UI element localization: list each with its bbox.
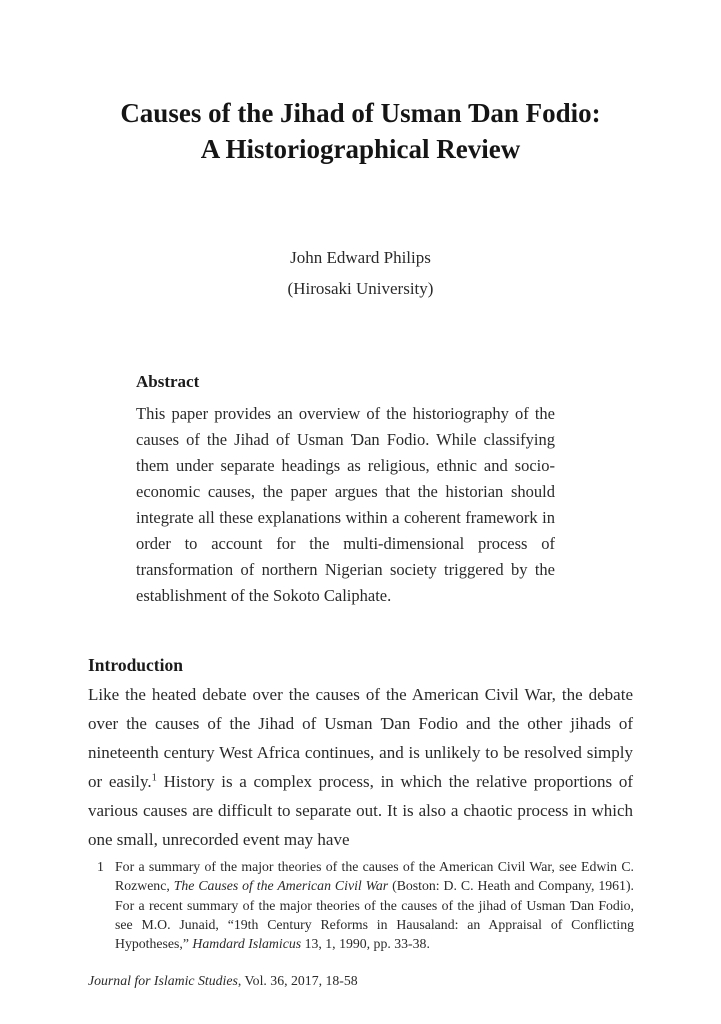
abstract-body: This paper provides an overview of the historiography of the causes of the Jihad of Usman Ɗan Fodio. While classifying them under separate headings as religious, ethnic and socio-economic causes, the paper argues that the historian should integrate all these explanations within a coherent framework in order to account for the multi-dimensional process of transformation of northern Nigerian society triggered by the establishment of the Sokoto Caliphate.	[136, 404, 555, 605]
author-affiliation: (Hirosaki University)	[287, 279, 434, 298]
byline	[0, 242, 721, 304]
title-line-1: Causes of the Jihad of Usman Ɗan Fodio:	[120, 98, 601, 128]
section-heading-introduction: Introduction	[88, 655, 183, 675]
abstract-heading: Abstract	[136, 372, 200, 391]
abstract-section	[136, 369, 555, 609]
footnote-number: 1	[97, 859, 104, 874]
page-title	[0, 95, 721, 167]
author-name: John Edward Philips	[290, 248, 431, 267]
footnote-text: For a summary of the major theories of the causes of the American Civil War, see Edwin C. Rozwenc, The Causes of the American Civil War (Boston: D. C. Heath and Company, 1961). For a recent summary of the major theories of the causes of the jihad of Usman Ɗan Fodio, see M.O. Junaid, “19th Century Reforms in Hausaland: an Appraisal of Conflicting Hypotheses,” Hamdard Islamicus 13, 1, 1990, pp. 33-38.	[115, 859, 634, 952]
title-line-2: A Historiographical Review	[200, 134, 521, 164]
journal-citation: Journal for Islamic Studies, Vol. 36, 2017, 18-58	[88, 973, 358, 988]
footnote-1	[88, 857, 634, 953]
introduction-paragraph: Like the heated debate over the causes of the American Civil War, the debate over the causes of the Jihad of Usman Ɗan Fodio and the other jihads of nineteenth century West Africa continues, and is unlikely to be resolved simply or easily.$^1$ History is a complex process, in which the relative proportions of various causes are difficult to separate out. It is also a chaotic process in which one small, unrecorded event may have	[88, 685, 633, 849]
